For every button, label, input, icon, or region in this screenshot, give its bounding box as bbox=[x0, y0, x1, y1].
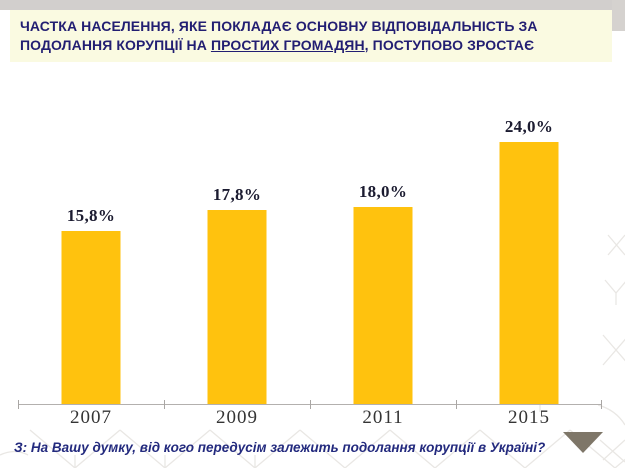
bar-value-label: 24,0% bbox=[504, 117, 554, 136]
bar bbox=[62, 231, 121, 404]
bar bbox=[354, 207, 413, 404]
bar-column bbox=[310, 120, 456, 404]
bar-column bbox=[456, 117, 602, 404]
bar-column bbox=[164, 120, 310, 404]
top-strip bbox=[0, 0, 625, 10]
category-label: 2011 bbox=[362, 407, 404, 428]
title-box bbox=[10, 10, 612, 62]
question-footnote: З: На Вашу думку, від кого передусім залежить подолання корупції в Україні? bbox=[14, 440, 546, 455]
bar-value-label: 15,8% bbox=[66, 206, 116, 225]
category-label: 2007 bbox=[70, 407, 112, 428]
bar-value-label: 18,0% bbox=[358, 182, 408, 201]
plot-area bbox=[18, 117, 602, 404]
title-part2: , ПОСТУПОВО ЗРОСТАЄ bbox=[364, 37, 535, 53]
category-label: 2009 bbox=[216, 407, 258, 428]
bar-value-label: 17,8% bbox=[212, 185, 262, 204]
next-slide-arrow-icon[interactable] bbox=[563, 432, 603, 453]
bar bbox=[500, 142, 559, 404]
category-axis bbox=[18, 407, 602, 431]
bar bbox=[208, 210, 267, 404]
page-title bbox=[20, 17, 604, 55]
category-label: 2015 bbox=[508, 407, 550, 428]
top-right-corner-block bbox=[612, 0, 625, 31]
bar-column bbox=[18, 120, 164, 404]
bar-chart bbox=[18, 117, 602, 405]
title-underlined: ПРОСТИХ ГРОМАДЯН bbox=[210, 37, 365, 53]
title-part1: ЧАСТКА НАСЕЛЕННЯ, ЯКЕ ПОКЛАДАЄ ОСНОВНУ ВІДПОВІДАЛЬНІСТЬ ЗА ПОДОЛАННЯ КОРУПЦІЇ НА bbox=[20, 18, 538, 53]
